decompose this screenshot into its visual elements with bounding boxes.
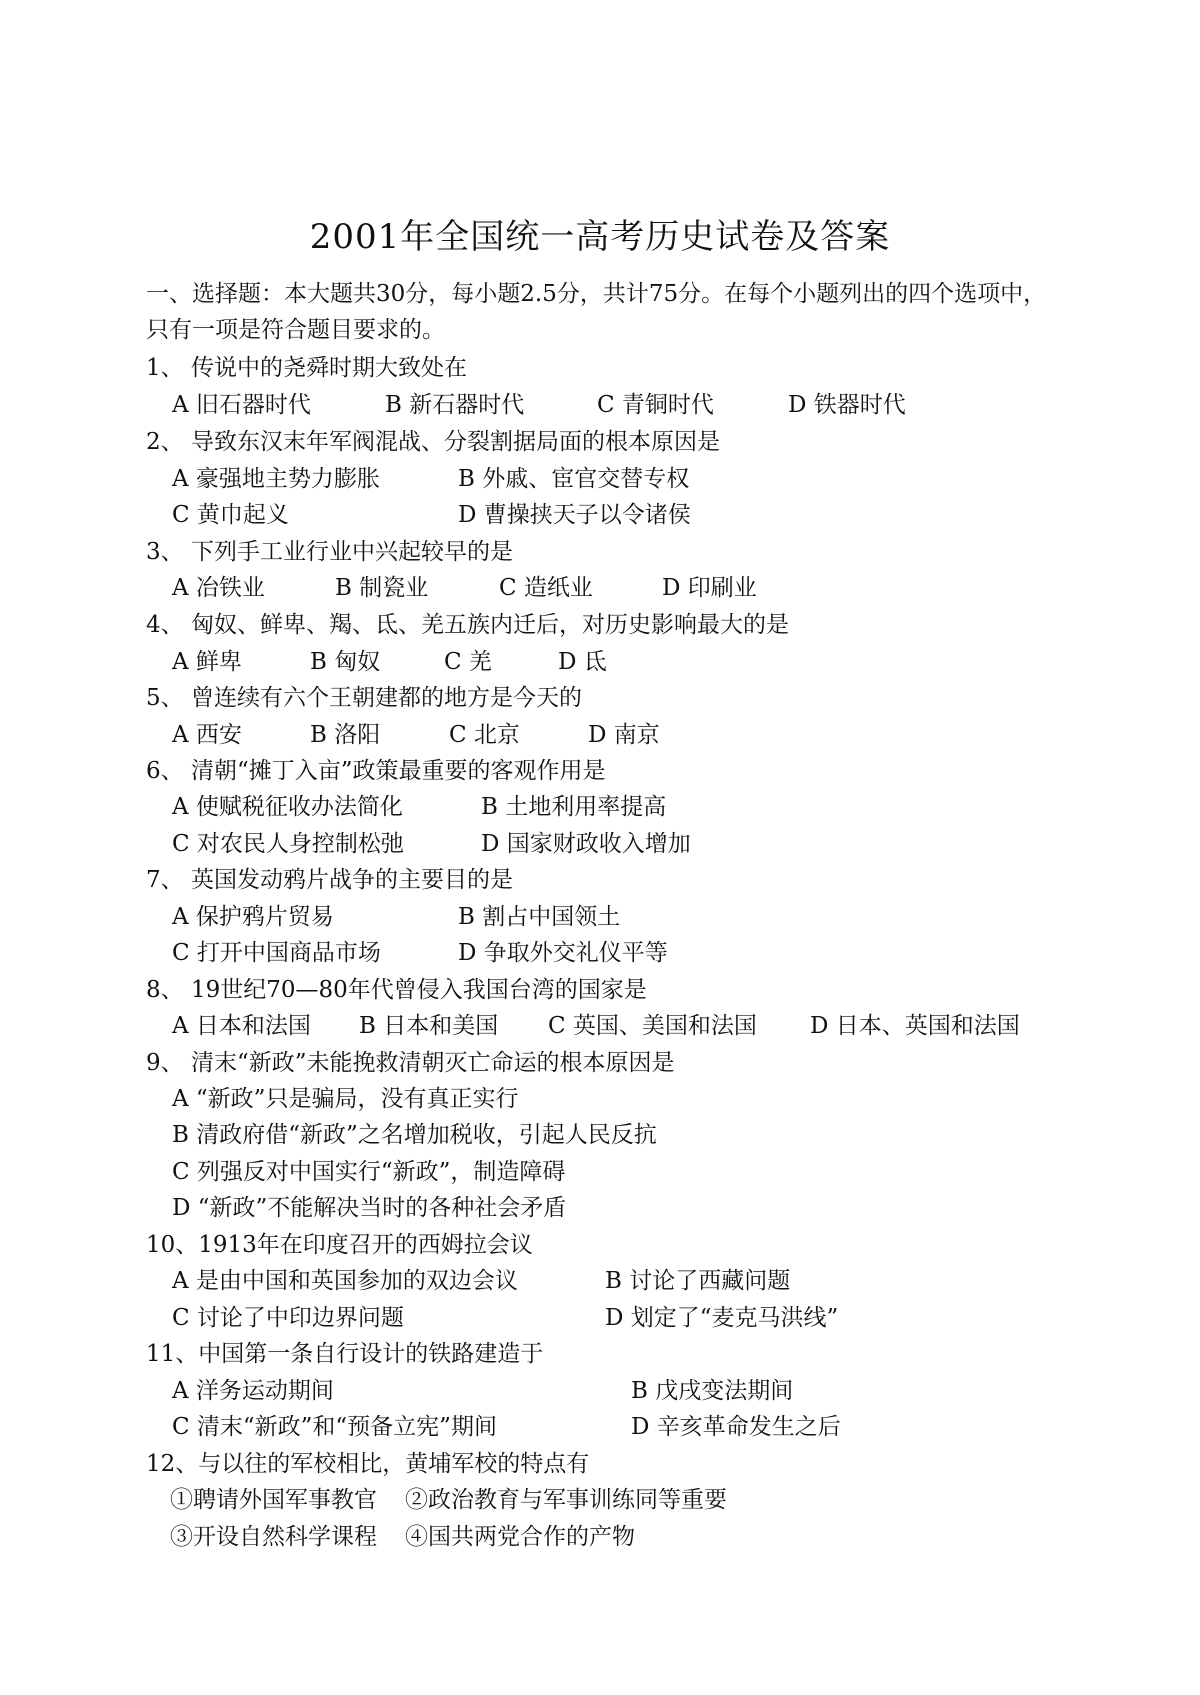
- question-10-stem: 10、1913年在印度召开的西姆拉会议: [146, 1232, 533, 1258]
- q6-option-c: C 对农民人身控制松弛: [172, 831, 404, 857]
- page-title: 2001年全国统一高考历史试卷及答案: [309, 217, 891, 257]
- q7-option-a: A 保护鸦片贸易: [172, 904, 334, 930]
- question-11-stem: 11、中国第一条自行设计的铁路建造于: [146, 1341, 544, 1367]
- question-6-stem: 6、 清朝“摊丁入亩”政策最重要的客观作用是: [146, 758, 606, 784]
- q11-option-c: C 清末“新政”和“预备立宪”期间: [172, 1414, 497, 1440]
- q9-option-a: A “新政”只是骗局，没有真正实行: [172, 1086, 519, 1112]
- q3-option-d: D 印刷业: [662, 575, 757, 601]
- q12-item-2: ②政治教育与军事训练同等重要: [405, 1487, 727, 1513]
- q9-option-d: D “新政”不能解决当时的各种社会矛盾: [172, 1195, 567, 1221]
- question-1-stem: 1、 传说中的尧舜时期大致处在: [146, 355, 467, 381]
- q10-option-a: A 是由中国和英国参加的双边会议: [172, 1268, 518, 1294]
- q1-option-d: D 铁器时代: [788, 392, 906, 418]
- q4-option-a: A 鲜卑: [172, 649, 242, 675]
- question-7-stem: 7、 英国发动鸦片战争的主要目的是: [146, 867, 513, 893]
- q5-option-c: C 北京: [449, 722, 520, 748]
- q4-option-c: C 羌: [444, 649, 492, 675]
- q9-option-b: B 清政府借“新政”之名增加税收，引起人民反抗: [172, 1122, 657, 1148]
- q1-option-c: C 青铜时代: [597, 392, 714, 418]
- q2-option-b: B 外戚、宦官交替专权: [458, 466, 690, 492]
- q9-option-c: C 列强反对中国实行“新政”，制造障碍: [172, 1159, 566, 1185]
- q8-option-c: C 英国、美国和法国: [548, 1013, 757, 1039]
- q8-option-d: D 日本、英国和法国: [810, 1013, 1020, 1039]
- q6-option-d: D 国家财政收入增加: [481, 831, 691, 857]
- q11-option-b: B 戊戌变法期间: [631, 1378, 794, 1404]
- q4-option-b: B 匈奴: [310, 649, 381, 675]
- q6-option-a: A 使赋税征收办法简化: [172, 794, 403, 820]
- q6-option-b: B 土地利用率提高: [481, 794, 667, 820]
- question-9-stem: 9、 清末“新政”未能挽救清朝灭亡命运的根本原因是: [146, 1050, 675, 1076]
- q2-option-a: A 豪强地主势力膨胀: [172, 466, 380, 492]
- q5-option-d: D 南京: [588, 722, 660, 748]
- q7-option-d: D 争取外交礼仪平等: [458, 940, 668, 966]
- q5-option-a: A 西安: [172, 722, 242, 748]
- question-12-stem: 12、与以往的军校相比，黄埔军校的特点有: [146, 1451, 590, 1477]
- question-8-stem: 8、 19世纪70—80年代曾侵入我国台湾的国家是: [146, 977, 647, 1003]
- q3-option-c: C 造纸业: [499, 575, 593, 601]
- section-instructions: 一、选择题：本大题共30分，每小题2.5分，共计75分。在每个小题列出的四个选项中，只有一项是符合题目要求的。: [146, 281, 1047, 343]
- q7-option-b: B 割占中国领土: [458, 904, 621, 930]
- q5-option-b: B 洛阳: [310, 722, 381, 748]
- q3-option-b: B 制瓷业: [335, 575, 429, 601]
- question-5-stem: 5、 曾连续有六个王朝建都的地方是今天的: [146, 685, 582, 711]
- question-4-stem: 4、 匈奴、鲜卑、羯、氐、羌五族内迁后，对历史影响最大的是: [146, 612, 789, 638]
- q8-option-b: B 日本和美国: [359, 1013, 499, 1039]
- q2-option-d: D 曹操挟天子以令诸侯: [458, 502, 691, 528]
- q12-item-3: ③开设自然科学课程: [170, 1524, 377, 1550]
- q4-option-d: D 氐: [558, 649, 607, 675]
- q11-option-a: A 洋务运动期间: [172, 1378, 334, 1404]
- q2-option-c: C 黄巾起义: [172, 502, 289, 528]
- q8-option-a: A 日本和法国: [172, 1013, 311, 1039]
- q7-option-c: C 打开中国商品市场: [172, 940, 381, 966]
- q1-option-b: B 新石器时代: [385, 392, 525, 418]
- q11-option-d: D 辛亥革命发生之后: [631, 1414, 841, 1440]
- question-2-stem: 2、 导致东汉末年军阀混战、分裂割据局面的根本原因是: [146, 429, 720, 455]
- q1-option-a: A 旧石器时代: [172, 392, 311, 418]
- q10-option-c: C 讨论了中印边界问题: [172, 1305, 404, 1331]
- q10-option-b: B 讨论了西藏问题: [605, 1268, 791, 1294]
- q3-option-a: A 冶铁业: [172, 575, 265, 601]
- q10-option-d: D 划定了“麦克马洪线”: [605, 1305, 839, 1331]
- q12-item-1: ①聘请外国军事教官: [170, 1487, 377, 1513]
- q12-item-4: ④国共两党合作的产物: [405, 1524, 635, 1550]
- question-3-stem: 3、 下列手工业行业中兴起较早的是: [146, 539, 513, 565]
